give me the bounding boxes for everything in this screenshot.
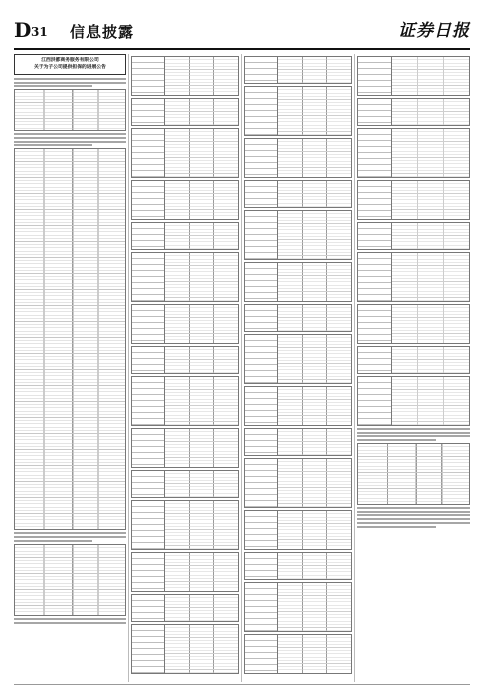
announcement-title-line2: 关于为子公司提供担保的进展公告 [34, 65, 106, 70]
section-name: 信息披露 [70, 23, 135, 41]
summary-table [357, 443, 470, 505]
page-footer-rule [14, 684, 470, 685]
column-divider [354, 54, 355, 682]
section-letter: D [14, 18, 32, 42]
masthead-rule [14, 48, 470, 50]
masthead [14, 18, 470, 48]
column-divider [128, 54, 129, 682]
newspaper-logo: 证券日报 [398, 21, 470, 41]
section-number: 31 [31, 25, 48, 39]
column-2 [131, 54, 239, 682]
announcement-title-line1: 江西洪都商务服务有限公司 [41, 58, 99, 63]
announcement-header [14, 54, 126, 75]
guarantee-table [14, 148, 126, 530]
column-1 [14, 54, 126, 682]
info-table [14, 89, 126, 131]
guarantee-table [14, 544, 126, 616]
column-4 [357, 54, 470, 682]
column-3 [244, 54, 352, 682]
column-divider [241, 54, 242, 682]
